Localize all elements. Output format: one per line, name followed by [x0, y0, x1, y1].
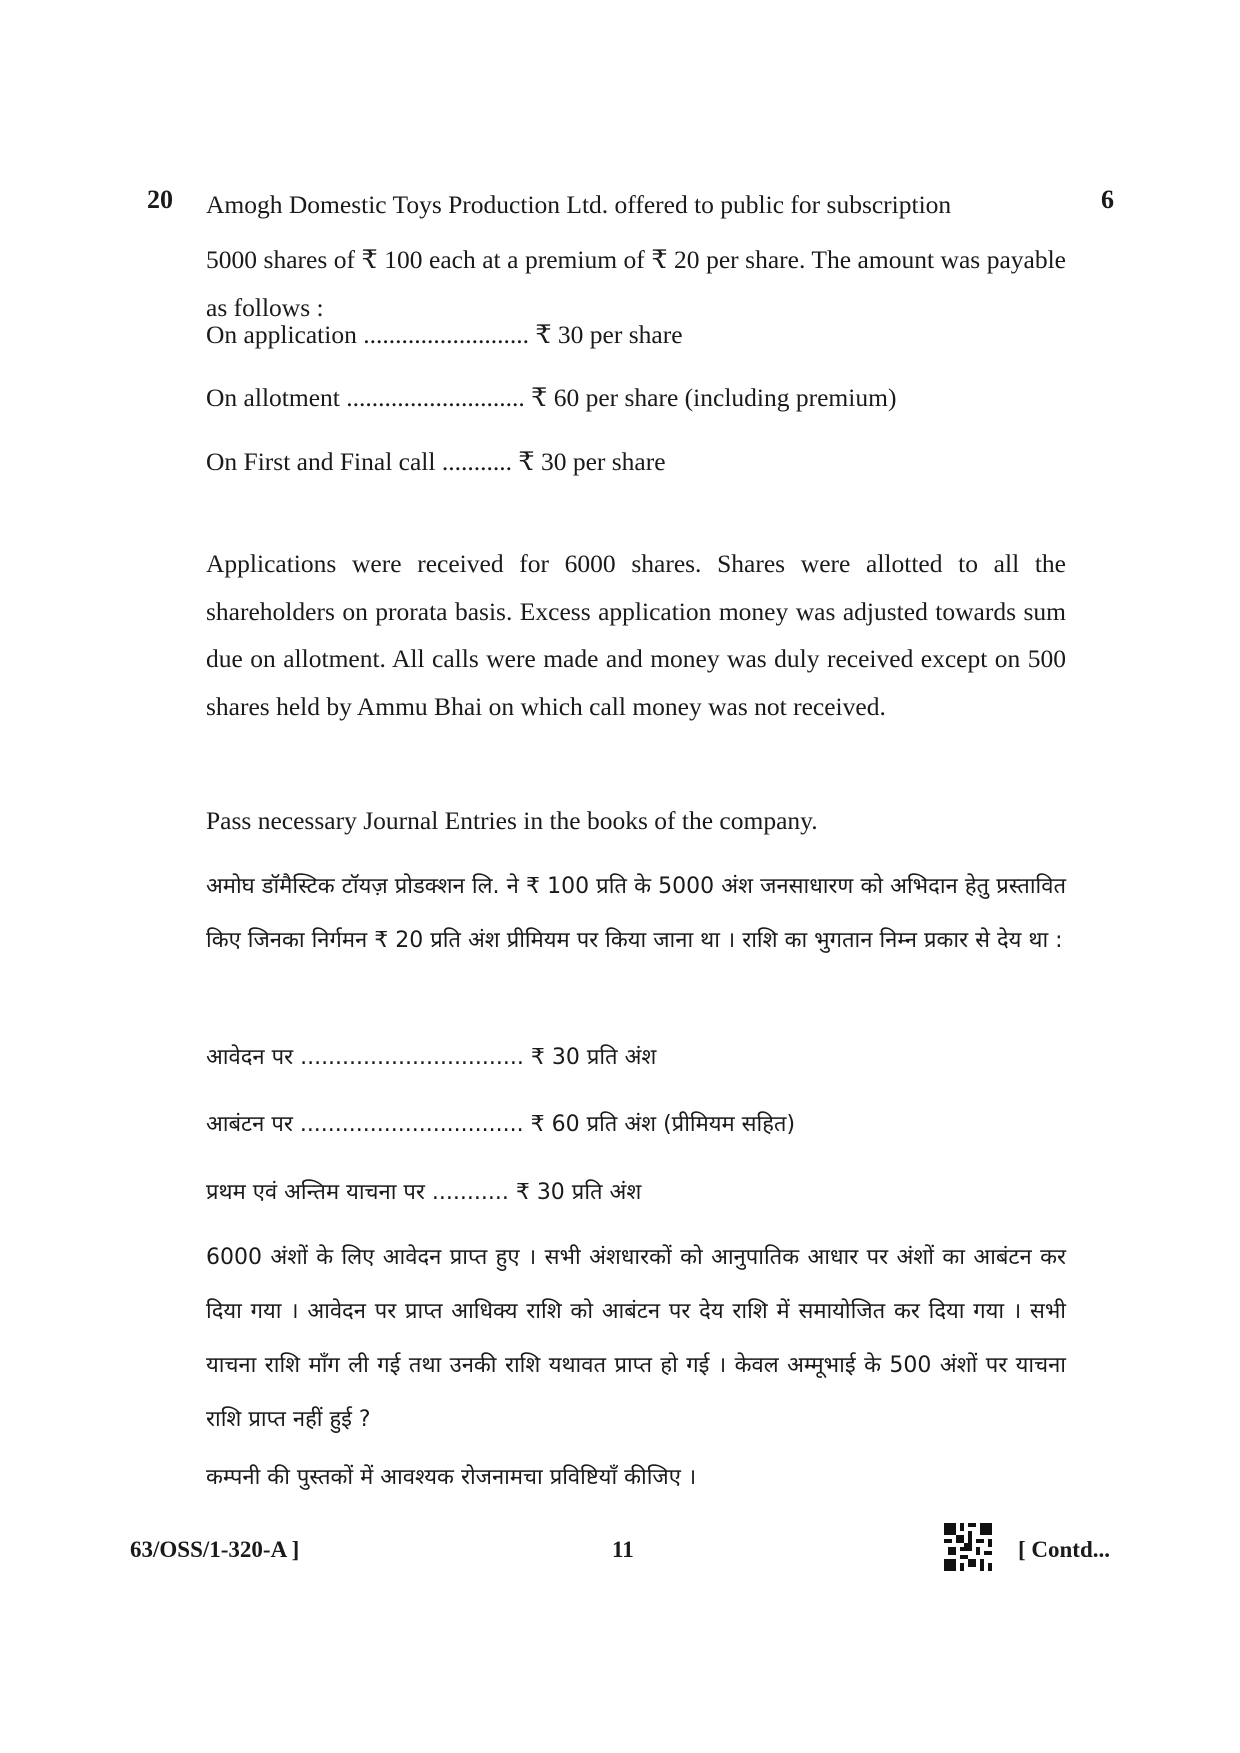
english-task: Pass necessary Journal Entries in the books of the company.: [206, 806, 818, 835]
english-body: Applications were received for 6000 shares. Shares were allotted to all the shareholders on prorata basis. Excess application money was adjusted towards sum due on allotment. All calls were made and money was duly received except on 500 shares held by Ammu Bhai on which call money was not received.: [206, 549, 1066, 721]
qr-code-icon: [944, 1523, 992, 1571]
english-schedule-application: On application .......................... ₹ 30 per share: [206, 320, 683, 349]
question-marks: 6: [1101, 185, 1114, 214]
question-number: 20: [147, 185, 173, 214]
hindi-schedule-application: आवेदन पर ................................ ₹ 30 प्रति अंश: [206, 1045, 657, 1070]
footer-continued: [ Contd...: [1018, 1537, 1111, 1562]
hindi-intro: अमोघ डॉमैस्टिक टॉयज़ प्रोडक्शन लि. ने ₹ 100 प्रति के 5000 अंश जनसाधारण को अभिदान हेतु प्रस्तावित किए जिनका निर्गमन ₹ 20 प्रति अंश प्रीमियम पर किया जाना था । राशि का भुगतान निम्न प्रकार से देय था :: [206, 874, 1066, 953]
hindi-schedule-allotment: आबंटन पर ................................ ₹ 60 प्रति अंश (प्रीमियम सहित): [206, 1112, 796, 1137]
english-schedule-final-call: On First and Final call ........... ₹ 30 per share: [206, 447, 666, 476]
hindi-body: 6000 अंशों के लिए आवेदन प्राप्त हुए । सभी अंशधारकों को आनुपातिक आधार पर अंशों का आबंटन कर दिया गया । आवेदन पर प्राप्त आधिक्य राशि को आबंटन पर देय राशि में समायोजित कर दिया गया । सभी याचना राशि माँग ली गई तथा उनकी राशि यथावत प्राप्त हो गई । केवल अम्मूभाई के 500 अंशों पर याचना राशि प्राप्त नहीं हुई ?: [206, 1245, 1066, 1432]
hindi-task: कम्पनी की पुस्तकों में आवश्यक रोजनामचा प्रविष्टियाँ कीजिए ।: [206, 1465, 697, 1490]
footer-paper-code: 63/OSS/1-320-A ]: [130, 1537, 300, 1562]
english-schedule-allotment: On allotment ............................ ₹ 60 per share (including premium): [206, 383, 897, 412]
english-intro-rest: 5000 shares of ₹ 100 each at a premium of ₹ 20 per share. The amount was payable as follows :: [206, 245, 1066, 322]
footer-page-number: 11: [612, 1537, 634, 1562]
english-intro-line1: Amogh Domestic Toys Production Ltd. offered to public for subscription: [206, 190, 952, 219]
hindi-schedule-final-call: प्रथम एवं अन्तिम याचना पर ........... ₹ 30 प्रति अंश: [206, 1180, 642, 1205]
